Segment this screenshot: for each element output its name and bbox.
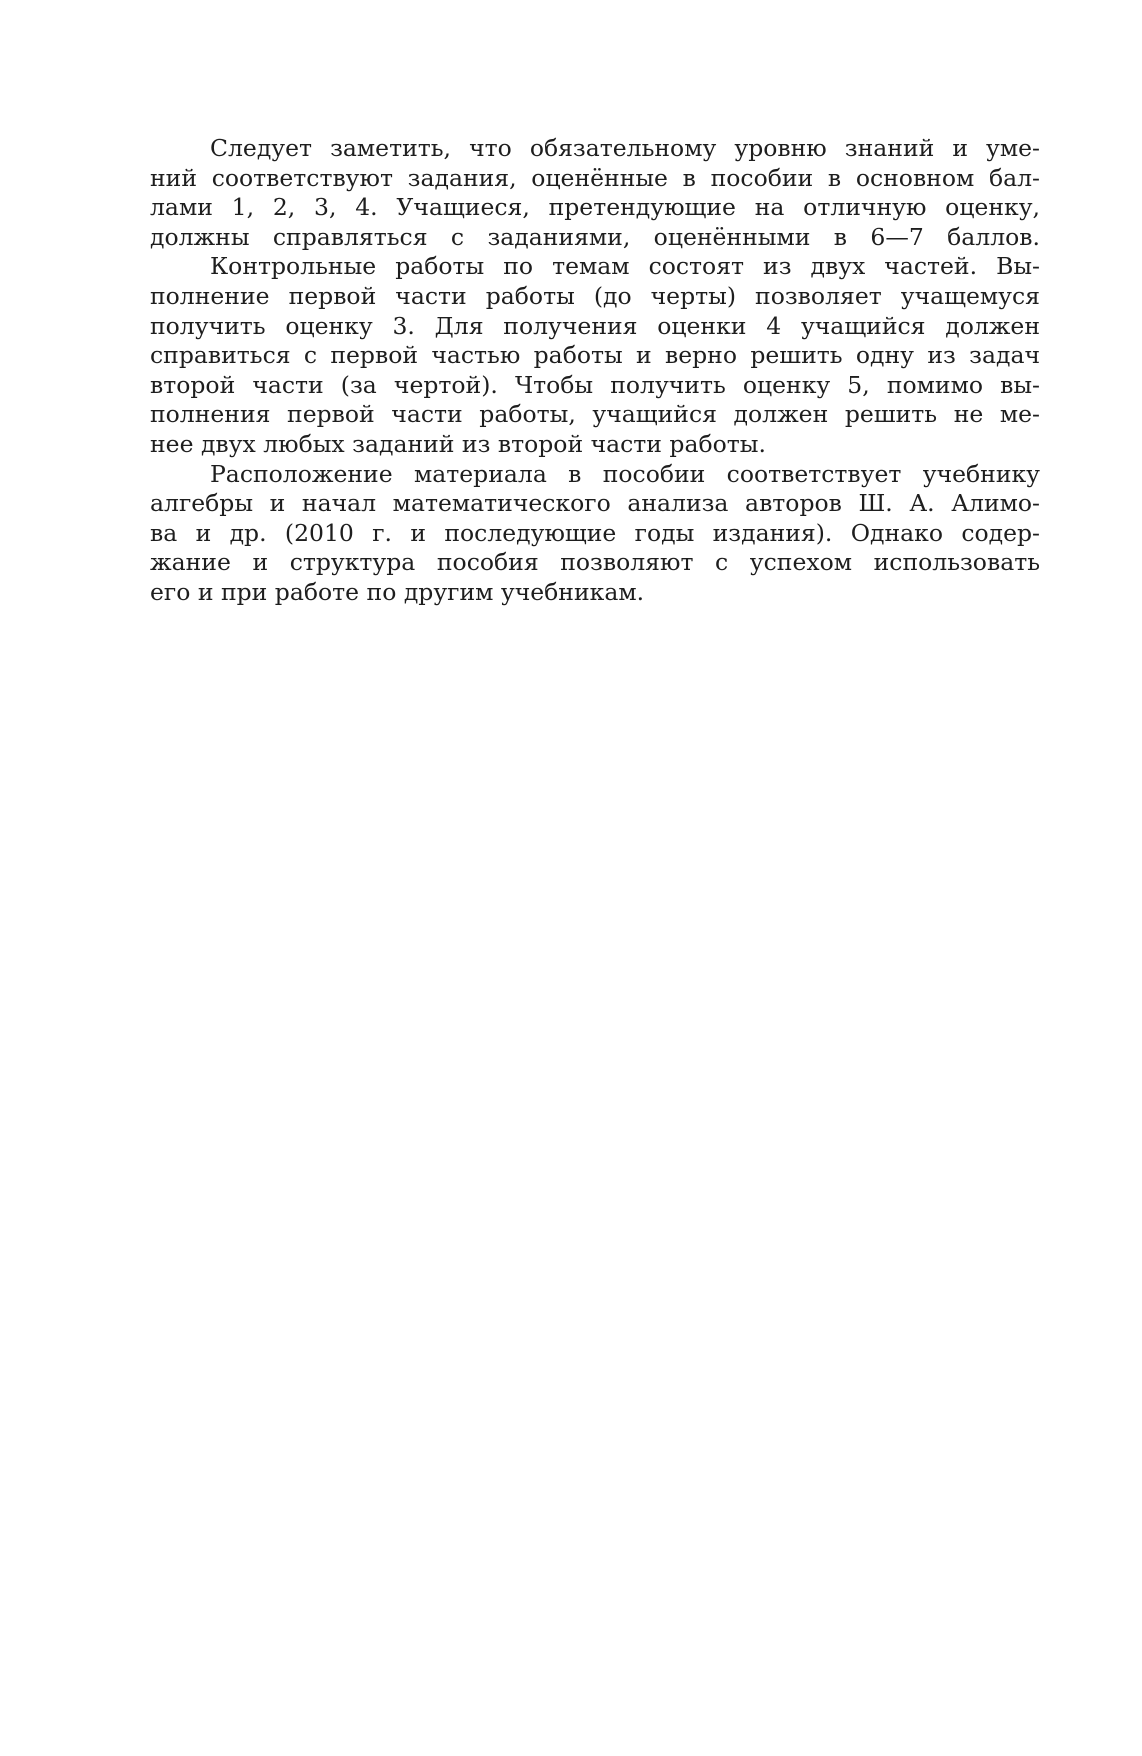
- paragraph-3: [150, 460, 1040, 608]
- text-line: жание и структура пособия позволяют с успехом использовать: [150, 548, 1040, 577]
- text-line: полнение первой части работы (до черты) позволяет учащемуся: [150, 281, 1040, 310]
- body-text: [150, 134, 1040, 608]
- text-line: ва и др. (2010 г. и последующие годы издания). Однако содер-: [150, 518, 1040, 547]
- text-line: должны справляться с заданиями, оценёнными в 6—7 баллов.: [150, 222, 1040, 251]
- text-line: ний соответствуют задания, оценённые в пособии в основном бал-: [150, 163, 1040, 192]
- text-line: справиться с первой частью работы и верно решить одну из задач: [150, 341, 1040, 370]
- text-line: Контрольные работы по темам состоят из двух частей. Вы-: [210, 252, 1040, 281]
- text-line: лами 1, 2, 3, 4. Учащиеся, претендующие на отличную оценку,: [150, 193, 1040, 222]
- text-line: полнения первой части работы, учащийся должен решить не ме-: [150, 400, 1040, 429]
- paragraph-1: [150, 134, 1040, 252]
- text-line: алгебры и начал математического анализа авторов Ш. А. Алимо-: [150, 489, 1040, 518]
- text-line: Расположение материала в пособии соответствует учебнику: [210, 459, 1040, 488]
- text-line: нее двух любых заданий из второй части работы.: [150, 429, 766, 458]
- paragraph-2: [150, 252, 1040, 459]
- text-line: Следует заметить, что обязательному уровню знаний и уме-: [210, 134, 1040, 162]
- text-line: получить оценку 3. Для получения оценки 4 учащийся должен: [150, 311, 1040, 340]
- text-line: его и при работе по другим учебникам.: [150, 577, 645, 606]
- text-line: второй части (за чертой). Чтобы получить оценку 5, помимо вы-: [150, 370, 1040, 399]
